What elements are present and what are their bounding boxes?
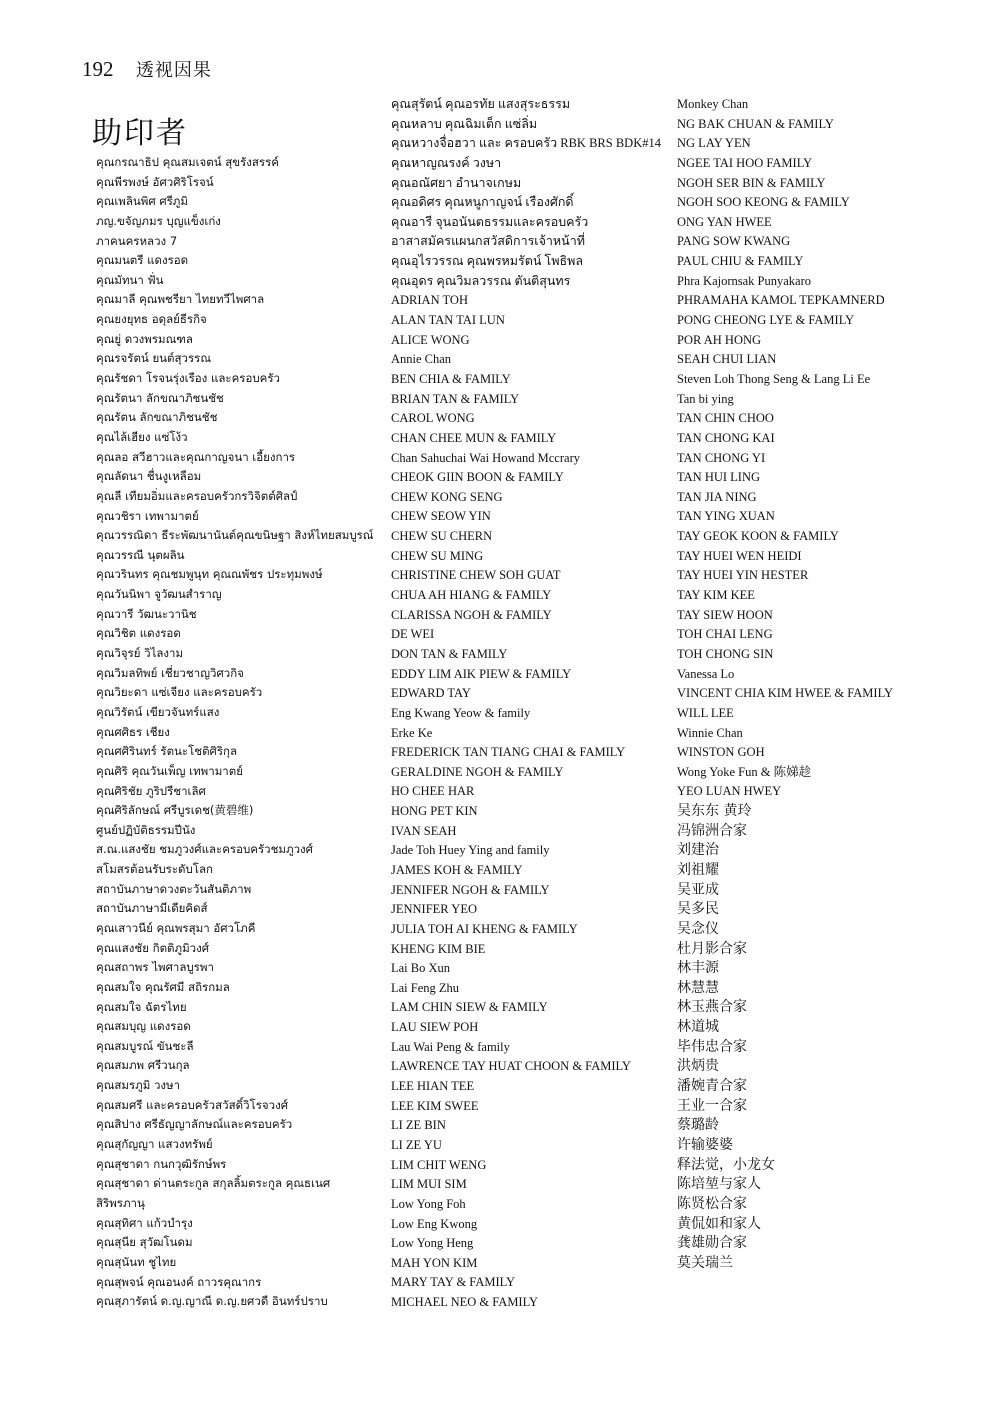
donor-name: คุณมาลี คุณพชรียา ไทยทวีไพศาล [96, 292, 265, 307]
donor-name: HONG PET KIN [391, 804, 478, 819]
donor-name: 许输婆婆 [677, 1136, 733, 1153]
donor-name: คุณกรณาธิป คุณสมเจตน์ สุขรังสรรค์ [96, 155, 279, 169]
donor-name: Jade Toh Huey Ying and family [391, 843, 550, 858]
donor-name: คุณสุนันท ชูไทย [96, 1254, 177, 1269]
donor-name: คุณสุชาดา ด่านตระกูล สกุลลิ้มตระกูล คุณธเนศ [96, 1176, 331, 1191]
donor-name: Lau Wai Peng & family [391, 1039, 510, 1054]
donor-name: คุณสุทิศา แก้วบำรุง [96, 1215, 193, 1230]
donor-name: คุณอารี จุนอนันตธรรมและครอบครัว [391, 214, 589, 229]
donor-name: ศูนย์ปฏิบัติธรรมปีนัง [96, 822, 196, 837]
donor-name: YEO LUAN HWEY [677, 784, 782, 799]
donor-name: คุณสมศรี และครอบครัวสวัสดิ์วิโรจวงศ์ [96, 1097, 289, 1112]
donor-name: คุณวิจุรย์ วิไลงาม [96, 646, 184, 661]
donor-name: Tan bi ying [677, 391, 734, 406]
donor-name: คุณวิรัตน์ เขียวจันทร์แสง [96, 704, 220, 719]
donor-name: TAN JIA NING [677, 489, 757, 504]
donor-name: 陈培堃与家人 [677, 1176, 761, 1193]
donor-name: 潘婉青合家 [677, 1078, 747, 1095]
donor-name: TAY KIM KEE [677, 588, 755, 603]
donor-name: Wong Yoke Fun & 陈娣趁 [677, 764, 812, 779]
donor-name: CHEW KONG SENG [391, 489, 503, 504]
donor-name: ADRIAN TOH [391, 293, 468, 308]
donor-name: 陈贤松合家 [677, 1195, 747, 1212]
donor-name: คุณวรรณิดา ธีระพัฒนานันต์คุณขนิษฐา สิงห์ไทยสมบูรณ์ [96, 528, 374, 543]
donor-name: 吴东东 黄玲 [677, 803, 752, 820]
donor-name: คุณพีรพงษ์ อัศวศิริโรจน์ [96, 174, 214, 189]
donor-name: สถาบันภาษาดวงตะวันสันติภาพ [96, 881, 252, 896]
donor-name: WINSTON GOH [677, 745, 765, 760]
donor-name: คุณไล้เฮียง แซ่โง้ว [96, 429, 188, 444]
donor-name: 刘祖耀 [677, 861, 719, 878]
donor-name: NGOH SER BIN & FAMILY [677, 175, 826, 190]
donor-name: คุณแสงชัย กิตติภูมิวงศ์ [96, 940, 210, 955]
donor-name: คุณรจรัตน์ ยนต์สุวรรณ [96, 351, 212, 366]
donor-name: NGEE TAI HOO FAMILY [677, 155, 813, 170]
donor-name: EDDY LIM AIK PIEW & FAMILY [391, 666, 572, 681]
donor-name: 王业一合家 [677, 1097, 747, 1114]
donor-name: 毕伟忠合家 [677, 1038, 747, 1055]
donor-name: คุณศิริชัย ภูริปรีชาเลิศ [96, 783, 206, 798]
donor-name: 林丰源 [677, 960, 719, 977]
donor-name: Low Yong Heng [391, 1236, 474, 1251]
donor-name: LEE KIM SWEE [391, 1098, 479, 1113]
donor-name: JENNIFER YEO [391, 902, 477, 917]
donor-name: PANG SOW KWANG [677, 234, 791, 249]
donor-name: คุณสุภารัตน์ ด.ญ.ญาณี ด.ญ.ยศวดี อินทร์ปราบ [96, 1294, 328, 1309]
donor-name: คุณวันนิพา จูวัฒนสำราญ [96, 587, 222, 602]
donor-name: HO CHEE HAR [391, 784, 475, 799]
donor-name: ภญ.ขจัญภมร บุญแข็งเก่ง [96, 213, 221, 228]
donor-name: คุณมัทนา ฟั่น [96, 272, 164, 287]
donor-name: 洪炳贵 [677, 1058, 719, 1075]
donor-name: JULIA TOH AI KHENG & FAMILY [391, 921, 578, 936]
donor-name: 冯锦洲合家 [677, 822, 747, 839]
donor-name: คุณศศิรินทร์ รัตนะโชติศิริกุล [96, 744, 238, 759]
donor-name: 吴多民 [677, 901, 719, 918]
donor-name: Phra Kajornsak Punyakaro [677, 273, 811, 288]
donor-name: Vanessa Lo [677, 666, 735, 681]
donor-name: คุณสุชาดา กนกวุฒิรักษ์พร [96, 1156, 227, 1171]
donor-name: 林慧慧 [677, 979, 719, 996]
donor-name: คุณรัชดา โรจนรุ่งเรือง และครอบครัว [96, 371, 280, 386]
donor-name: LEE HIAN TEE [391, 1079, 475, 1094]
donor-name: ภาคนครหลวง 7 [96, 233, 178, 248]
donor-name: NGOH SOO KEONG & FAMILY [677, 195, 850, 210]
donor-name: 吴亚成 [677, 881, 719, 898]
donor-name: 释法觉，小龙女 [677, 1156, 775, 1173]
donor-name: TOH CHAI LENG [677, 627, 773, 642]
donor-name: TAY HUEI WEN HEIDI [677, 548, 802, 563]
donor-name: 刘建治 [677, 842, 719, 859]
donor-name: Winnie Chan [677, 725, 743, 740]
donor-name: คุณลัดนา ชื่นงูเหลือม [96, 469, 202, 484]
donor-name: 黄侃如和家人 [677, 1215, 761, 1232]
donor-name: TOH CHONG SIN [677, 646, 774, 661]
donor-column-2 [391, 95, 661, 1313]
donor-name: PAUL CHIU & FAMILY [677, 254, 804, 269]
donor-name: LIM MUI SIM [391, 1177, 467, 1192]
donor-name: 蔡璐龄 [677, 1117, 719, 1134]
page-header [82, 56, 212, 82]
donor-name: WILL LEE [677, 705, 734, 720]
donor-name: คุณอดิศร คุณหนูกาญจน์ เรืองศักดิ์ [391, 195, 574, 210]
donor-name: CAROL WONG [391, 411, 475, 426]
donor-name: MICHAEL NEO & FAMILY [391, 1295, 539, 1310]
donor-name: คุณเพลินพิศ ศรีภูมิ [96, 194, 188, 209]
donor-name: SEAH CHUI LIAN [677, 352, 777, 367]
donor-name: คุณสุพจน์ คุณอนงค์ ถาวรคุณากร [96, 1274, 262, 1289]
donor-name: Erke Ke [391, 725, 433, 740]
donor-name: IVAN SEAH [391, 823, 457, 838]
donor-name: EDWARD TAY [391, 686, 471, 701]
donor-name: Monkey Chan [677, 97, 749, 111]
donor-name: คุณสุรัตน์ คุณอรทัย แสงสุระธรรม [391, 97, 571, 111]
donor-name: TAN HUI LING [677, 470, 761, 485]
donor-name: DE WEI [391, 627, 435, 642]
donor-name: คุณอณัศยา อำนาจเกษม [391, 175, 522, 190]
donor-name: NG LAY YEN [677, 136, 751, 151]
donor-name: ส.ณ.แสงชัย ชมภูวงศ์และครอบครัวชมภูวงศ์ [96, 842, 313, 857]
donor-name: คุณวิยะดา แซ่เจียง และครอบครัว [96, 685, 263, 700]
donor-name: FREDERICK TAN TIANG CHAI & FAMILY [391, 745, 626, 760]
donor-name: POR AH HONG [677, 332, 762, 347]
donor-name: คุณรัตนา ลักขณาภิชนชัช [96, 390, 224, 405]
donor-name: คุณอุดร คุณวิมลวรรณ ตันติสุนทร [391, 273, 571, 288]
donor-name: คุณสิปาง ศรีธัญญาลักษณ์และครอบครัว [96, 1117, 293, 1132]
donor-column-3 [677, 95, 893, 1273]
donor-name: ALICE WONG [391, 332, 470, 347]
donor-name: คุณศิริ คุณวันเพ็ญ เทพามาตย์ [96, 763, 243, 778]
donor-name: คุณมนตรี แดงรอด [96, 253, 189, 268]
donor-name: TAN CHONG KAI [677, 430, 775, 445]
donor-name: ALAN TAN TAI LUN [391, 313, 505, 328]
donor-name: คุณวชิรา เทพามาตย์ [96, 508, 199, 523]
donor-name: Steven Loh Thong Seng & Lang Li Ee [677, 371, 871, 386]
donor-name: คุณสุนีย สุวัฒโนดม [96, 1235, 193, 1250]
donor-name: CHAN CHEE MUN & FAMILY [391, 430, 557, 445]
donor-name: 林玉燕合家 [677, 999, 747, 1016]
donor-name: คุณสุกัญญา แสวงทรัพย์ [96, 1137, 213, 1152]
donor-name: PONG CHEONG LYE & FAMILY [677, 313, 855, 328]
donor-name: คุณหาญณรงค์ วงษา [391, 155, 502, 170]
donor-name: Low Yong Foh [391, 1196, 466, 1211]
donor-name: คุณสมรภูมิ วงษา [96, 1078, 181, 1093]
donor-name: คุณศศิธร เชียง [96, 724, 170, 739]
donor-name: คุณสมภพ ศรีวนกุล [96, 1058, 190, 1073]
donor-name: คุณยงยุทธ อดุลย์ธีรกิจ [96, 312, 207, 327]
donor-name: 林道城 [677, 1019, 719, 1036]
donor-name: TAY GEOK KOON & FAMILY [677, 529, 839, 544]
donor-name: JENNIFER NGOH & FAMILY [391, 882, 550, 897]
donor-name: CHUA AH HIANG & FAMILY [391, 588, 552, 603]
donor-name: Lai Feng Zhu [391, 980, 460, 995]
donor-name: LAU SIEW POH [391, 1020, 479, 1035]
donor-name: 龚雄勋合家 [677, 1235, 747, 1252]
donor-name: คุณสมใจ ฉัตรไทย [96, 999, 187, 1014]
donor-name: 吴念仪 [677, 920, 719, 937]
donor-name: TAY SIEW HOON [677, 607, 773, 622]
donor-name: คุณหลาบ คุณฉิมเต็ก แซ่ลิ่ม [391, 116, 538, 131]
donor-name: KHENG KIM BIE [391, 941, 486, 956]
donor-name: TAN CHIN CHOO [677, 411, 774, 426]
donor-name: คุณวิมลทิพย์ เชี่ยวชาญวิศวกิจ [96, 665, 244, 680]
donor-name: คุณลี เทียมอิ่มและครอบครัวกรวิจิตต์ศิลป์ [96, 488, 298, 503]
donor-name: สถาบันภาษามีเดียคิดส์ [96, 901, 208, 916]
donor-column-1 [96, 153, 373, 1312]
donor-name: ONG YAN HWEE [677, 214, 772, 229]
donor-name: คุณสมบุญ แดงรอด [96, 1019, 191, 1034]
donor-name: คุณสมบูรณ์ ขันชะลี [96, 1038, 194, 1053]
donor-name: TAN CHONG YI [677, 450, 766, 465]
donor-name: JAMES KOH & FAMILY [391, 862, 523, 877]
donor-name: PHRAMAHA KAMOL TEPKAMNERD [677, 293, 885, 308]
donor-name: คุณสมใจ คุณรัศมี สถิรกมล [96, 979, 230, 994]
book-title: 透视因果 [135, 60, 212, 81]
donor-name: MAH YON KIM [391, 1255, 478, 1270]
donor-name: BEN CHIA & FAMILY [391, 371, 511, 386]
donor-name: LI ZE BIN [391, 1118, 446, 1133]
donor-name: VINCENT CHIA KIM HWEE & FAMILY [677, 686, 893, 701]
donor-name: คุณวรรณี นุตผลิน [96, 547, 185, 562]
donor-name: คุณวารี วัฒนะวานิช [96, 606, 197, 621]
donor-name: CHEW SU MING [391, 548, 484, 563]
donor-name: GERALDINE NGOH & FAMILY [391, 764, 564, 779]
donor-name: คุณวรินทร คุณชมพูนุท คุณณพัชร ประทุมพงษ์ [96, 567, 323, 582]
donor-name: Low Eng Kwong [391, 1216, 478, 1231]
donor-name: DON TAN & FAMILY [391, 646, 508, 661]
donor-name: 杜月影合家 [677, 940, 747, 957]
donor-name: LAM CHIN SIEW & FAMILY [391, 1000, 548, 1015]
donor-name: CHRISTINE CHEW SOH GUAT [391, 568, 561, 583]
donor-name: Lai Bo Xun [391, 961, 451, 976]
section-title: 助印者 [92, 116, 188, 151]
page-number: 192 [82, 57, 114, 81]
donor-name: BRIAN TAN & FAMILY [391, 391, 520, 406]
donor-name: TAN YING XUAN [677, 509, 775, 524]
donor-name: Eng Kwang Yeow & family [391, 705, 531, 720]
donor-name: สโมสรต้อนรับระดับโลก [96, 862, 213, 877]
donor-name: LIM CHIT WENG [391, 1157, 487, 1172]
donor-name: CHEW SEOW YIN [391, 509, 491, 524]
donor-name: CLARISSA NGOH & FAMILY [391, 607, 552, 622]
donor-name: LI ZE YU [391, 1137, 442, 1152]
donor-name: อาสาสมัครแผนกสวัสดิการเจ้าหน้าที่ [391, 234, 585, 249]
donor-name: MARY TAY & FAMILY [391, 1275, 516, 1290]
donor-name: คุณเสาวนีย์ คุณพรสุมา อัศวโภคี [96, 920, 256, 935]
donor-name: CHEOK GIIN BOON & FAMILY [391, 470, 564, 485]
donor-name: คุณศิริลักษณ์ ศรีบูรเดช(黄碧维) [96, 803, 254, 818]
donor-name: คุณอุไรวรรณ คุณพรหมรัตน์ โพธิพล [391, 254, 584, 269]
donor-name: 莫关瑞兰 [677, 1254, 733, 1271]
donor-name: NG BAK CHUAN & FAMILY [677, 116, 834, 131]
donor-name: คุณหวางจื่อฮวา และ ครอบครัว RBK BRS BDK#14 [391, 136, 661, 151]
donor-name: TAY HUEI YIN HESTER [677, 568, 809, 583]
donor-name: CHEW SU CHERN [391, 529, 493, 544]
donor-name: คุณสถาพร ไพศาลบูรพา [96, 960, 214, 975]
donor-name: Chan Sahuchai Wai Howand Mccrary [391, 450, 580, 465]
donor-name: คุณรัตน ลักขณาภิชนชัช [96, 410, 218, 425]
donor-name: คุณยู่ ดวงพรมณฑล [96, 331, 193, 346]
donor-name: สิริพรภานุ [96, 1195, 145, 1210]
donor-name: Annie Chan [391, 352, 452, 367]
donor-name: LAWRENCE TAY HUAT CHOON & FAMILY [391, 1059, 631, 1074]
donor-name: คุณวิชิต แดงรอด [96, 626, 181, 641]
donor-name: คุณลอ สวีฮาวและคุณกาญจนา เอี้ยงการ [96, 449, 296, 464]
